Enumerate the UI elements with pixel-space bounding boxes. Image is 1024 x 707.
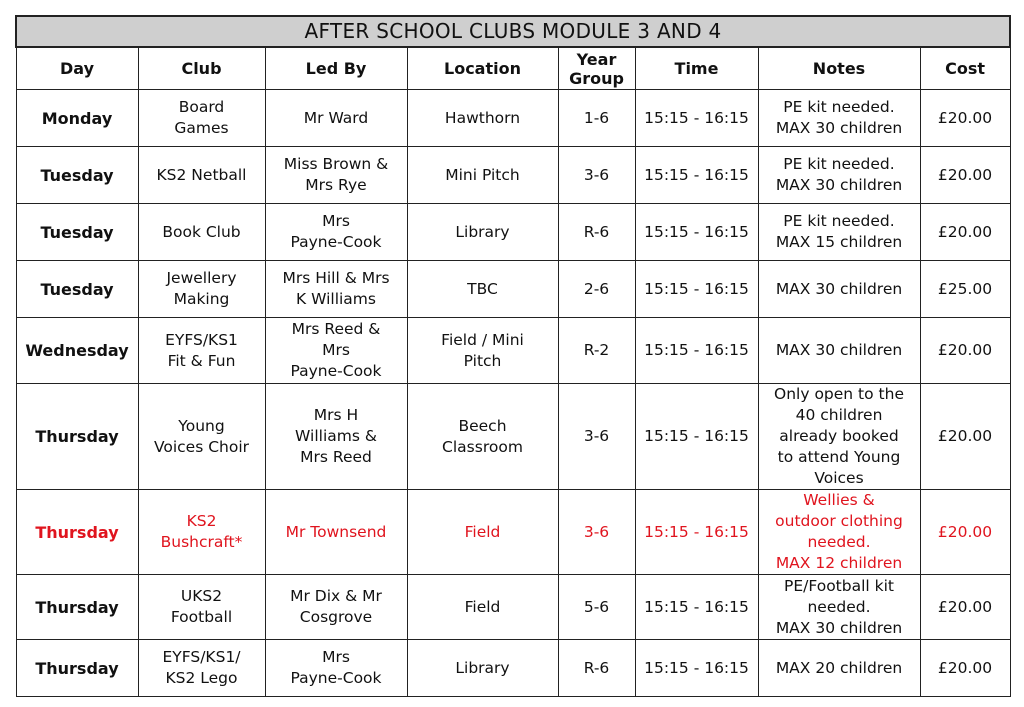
cell-year-group: 3-6 (558, 147, 635, 204)
cell-location: Library (407, 204, 558, 261)
cell-notes: MAX 30 children (758, 318, 920, 384)
cell-location: Field / Mini Pitch (407, 318, 558, 384)
cell-led-by: Mr Dix & Mr Cosgrove (265, 575, 407, 640)
header-led-by: Led By (265, 47, 407, 90)
cell-day: Tuesday (16, 204, 138, 261)
header-club: Club (138, 47, 265, 90)
cell-time: 15:15 - 16:15 (635, 147, 758, 204)
header-location: Location (407, 47, 558, 90)
cell-cost: £20.00 (920, 318, 1010, 384)
cell-led-by: Mrs H Williams & Mrs Reed (265, 384, 407, 490)
cell-location: Library (407, 640, 558, 697)
cell-cost: £20.00 (920, 575, 1010, 640)
cell-year-group: 5-6 (558, 575, 635, 640)
cell-year-group: 1-6 (558, 90, 635, 147)
cell-day: Wednesday (16, 318, 138, 384)
cell-time: 15:15 - 16:15 (635, 204, 758, 261)
cell-led-by: Mrs Reed & Mrs Payne-Cook (265, 318, 407, 384)
header-cost: Cost (920, 47, 1010, 90)
cell-notes: PE kit needed. MAX 15 children (758, 204, 920, 261)
cell-club: UKS2 Football (138, 575, 265, 640)
cell-notes: PE/Football kit needed. MAX 30 children (758, 575, 920, 640)
cell-day: Tuesday (16, 147, 138, 204)
header-notes: Notes (758, 47, 920, 90)
table-row (16, 147, 1010, 204)
cell-year-group: 2-6 (558, 261, 635, 318)
cell-club: Jewellery Making (138, 261, 265, 318)
cell-time: 15:15 - 16:15 (635, 490, 758, 575)
cell-notes: Only open to the 40 children already booked to attend Young Voices (758, 384, 920, 490)
table-title: AFTER SCHOOL CLUBS MODULE 3 AND 4 (16, 16, 1010, 47)
cell-time: 15:15 - 16:15 (635, 384, 758, 490)
cell-notes: MAX 30 children (758, 261, 920, 318)
cell-time: 15:15 - 16:15 (635, 640, 758, 697)
header-time: Time (635, 47, 758, 90)
cell-club: KS2 Bushcraft* (138, 490, 265, 575)
cell-notes: Wellies & outdoor clothing needed. MAX 12 children (758, 490, 920, 575)
table-row (16, 204, 1010, 261)
cell-day: Thursday (16, 640, 138, 697)
header-year-group: Year Group (558, 47, 635, 90)
cell-club: KS2 Netball (138, 147, 265, 204)
clubs-table (15, 15, 1011, 697)
cell-notes: PE kit needed. MAX 30 children (758, 90, 920, 147)
table-row (16, 90, 1010, 147)
table-row-highlighted (16, 490, 1010, 575)
table-row (16, 261, 1010, 318)
cell-time: 15:15 - 16:15 (635, 318, 758, 384)
cell-notes: MAX 20 children (758, 640, 920, 697)
cell-led-by: Mrs Payne-Cook (265, 204, 407, 261)
cell-location: Field (407, 490, 558, 575)
cell-led-by: Miss Brown & Mrs Rye (265, 147, 407, 204)
cell-day: Thursday (16, 384, 138, 490)
cell-cost: £20.00 (920, 147, 1010, 204)
cell-led-by: Mr Townsend (265, 490, 407, 575)
cell-time: 15:15 - 16:15 (635, 261, 758, 318)
cell-location: Beech Classroom (407, 384, 558, 490)
cell-notes: PE kit needed. MAX 30 children (758, 147, 920, 204)
header-day: Day (16, 47, 138, 90)
clubs-timetable (15, 15, 1009, 697)
cell-led-by: Mr Ward (265, 90, 407, 147)
cell-location: Field (407, 575, 558, 640)
cell-day: Monday (16, 90, 138, 147)
cell-cost: £20.00 (920, 384, 1010, 490)
cell-year-group: R-6 (558, 204, 635, 261)
cell-year-group: R-6 (558, 640, 635, 697)
cell-club: Young Voices Choir (138, 384, 265, 490)
table-row (16, 384, 1010, 490)
cell-club: Book Club (138, 204, 265, 261)
cell-club: EYFS/KS1 Fit & Fun (138, 318, 265, 384)
cell-day: Tuesday (16, 261, 138, 318)
cell-time: 15:15 - 16:15 (635, 90, 758, 147)
cell-club: Board Games (138, 90, 265, 147)
cell-year-group: 3-6 (558, 490, 635, 575)
cell-time: 15:15 - 16:15 (635, 575, 758, 640)
cell-led-by: Mrs Payne-Cook (265, 640, 407, 697)
cell-cost: £20.00 (920, 490, 1010, 575)
cell-cost: £20.00 (920, 640, 1010, 697)
cell-club: EYFS/KS1/ KS2 Lego (138, 640, 265, 697)
table-row (16, 640, 1010, 697)
cell-year-group: 3-6 (558, 384, 635, 490)
cell-location: Hawthorn (407, 90, 558, 147)
cell-day: Thursday (16, 575, 138, 640)
table-row (16, 318, 1010, 384)
cell-location: TBC (407, 261, 558, 318)
cell-cost: £25.00 (920, 261, 1010, 318)
cell-year-group: R-2 (558, 318, 635, 384)
table-row (16, 575, 1010, 640)
cell-day: Thursday (16, 490, 138, 575)
cell-cost: £20.00 (920, 204, 1010, 261)
cell-cost: £20.00 (920, 90, 1010, 147)
cell-location: Mini Pitch (407, 147, 558, 204)
cell-led-by: Mrs Hill & Mrs K Williams (265, 261, 407, 318)
